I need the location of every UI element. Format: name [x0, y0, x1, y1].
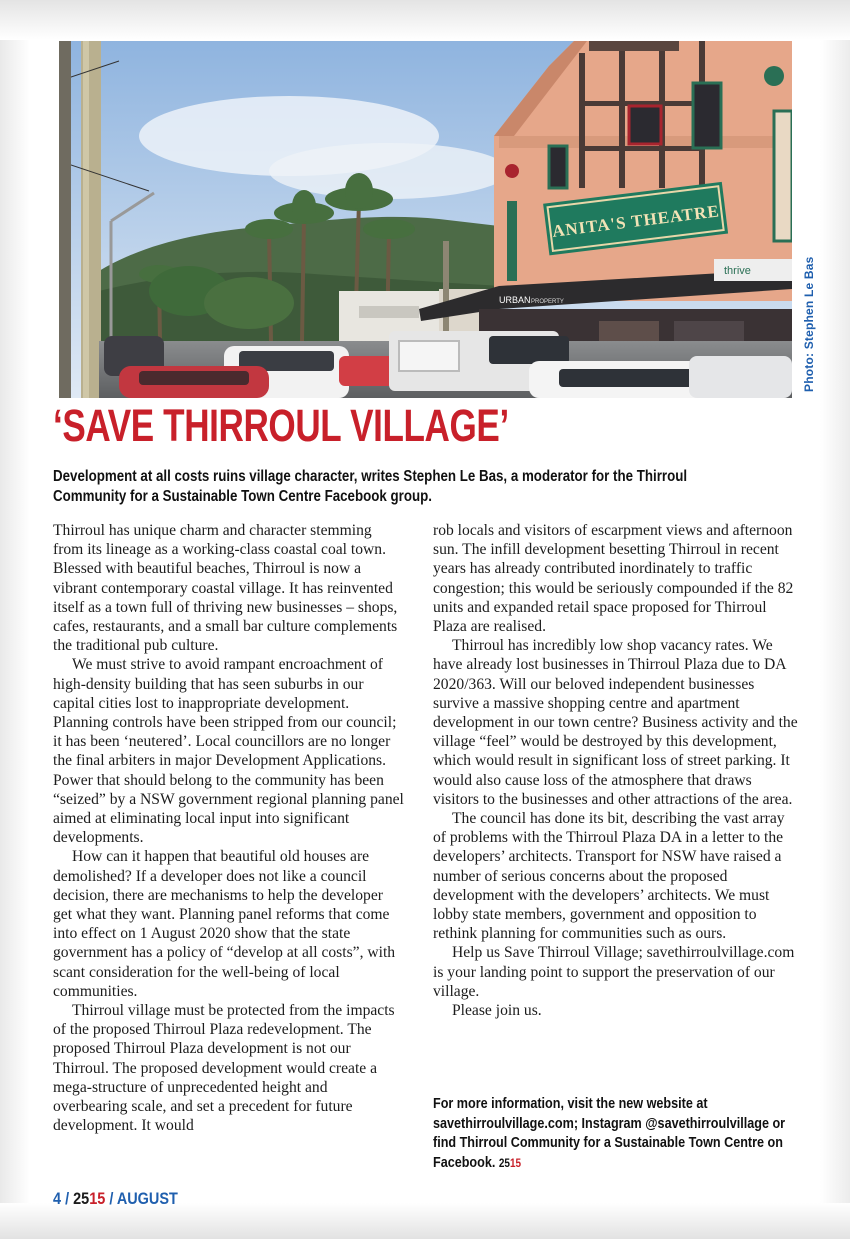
body-paragraph: Help us Save Thirroul Village; savethirroulvillage.com is your landing point to support the preservation of our village. — [433, 944, 795, 1000]
end-mark — [499, 1156, 521, 1170]
body-paragraph: Please join us. — [452, 1002, 542, 1020]
info-box — [433, 1094, 790, 1173]
body-column-left — [53, 521, 405, 1136]
folio-month: AUGUST — [116, 1189, 178, 1208]
end-mark-a: 25 — [498, 1155, 510, 1170]
folio-issue-b: 15 — [89, 1189, 106, 1208]
body-paragraph: We must strive to avoid rampant encroachment of high-density building that has seen suburbs in our capital cities lost to inappropriate development. Planning controls have been stripped from our council; it has been ‘neutered’. Local councillors are no longer the final arbiters in major Development Applications. Power that should belong to the community has been “seized” by a NSW government regional planning panel aimed at eliminating local input into significant developments. — [53, 656, 404, 847]
folio-issue-a: 25 — [73, 1189, 90, 1208]
thrive-sign-text: thrive — [724, 265, 751, 277]
page-top-shadow — [0, 0, 850, 40]
body-paragraph: Thirroul has incredibly low shop vacancy rates. We have already lost businesses in Thirroul Plaza due to DA 2020/363. Will our beloved independent businesses survive a massive shopping centre and apartment development in our town centre? Business activity and the village “feel” would be destroyed by this development, which would result in significant loss of street parking. It would also cause loss of the atmosphere that draws visitors to the businesses and other attractions of the area. — [433, 637, 798, 808]
body-column-right — [433, 521, 801, 1020]
headline: ‘SAVE THIRROUL VILLAGE’ — [53, 400, 509, 451]
folio-sep: / — [65, 1189, 70, 1208]
info-text: For more information, visit the new website at savethirroulvillage.com; Instagram @savethirroulvillage or find Thirroul Community for a Sustainable Town Centre on Facebook. — [433, 1095, 786, 1171]
end-mark-b: 15 — [509, 1155, 522, 1170]
body-paragraph: How can it happen that beautiful old houses are demolished? If a developer does not like a council decision, there are mechanisms to help the developer get what they want. Planning panel reforms that come into effect on 1 August 2020 show that the state government has a policy of “develop at all costs”, with scant consideration for the well-being of local communities. — [53, 848, 396, 1000]
folio-page: 4 — [53, 1189, 62, 1208]
body-paragraph: Thirroul village must be protected from the impacts of the proposed Thirroul Plaza redevelopment. The proposed Thirroul Plaza development is not our Thirroul. The proposed development would create a mega-structure of unprecedented height and overbearing scale, and set a precedent for future development. It would — [53, 1002, 395, 1135]
body-paragraph: rob locals and visitors of escarpment views and afternoon sun. The infill development besetting Thirroul in recent years has already contributed inordinately to traffic congestion; this would be seriously compounded if the 82 units and expanded retail space proposed for Thirroul Plaza are realised. — [433, 522, 794, 636]
photo-credit: Photo: Stephen Le Bas — [802, 256, 816, 392]
folio — [53, 1189, 178, 1209]
body-paragraph: Thirroul has unique charm and character stemming from its lineage as a working-class coastal coal town. Blessed with beautiful beaches, Thirroul is now a vibrant contemporary coastal village. It has reinvented itself as a town full of thriving new businesses – shops, cafes, restaurants, and a small bar culture complements the traditional pub culture. — [53, 522, 398, 655]
property-sign-text: PROPERTY — [531, 299, 564, 305]
folio-sep2: / — [109, 1189, 114, 1208]
street-photo — [59, 41, 792, 398]
urban-sign-text: URBAN — [499, 295, 531, 305]
body-paragraph: The council has done its bit, describing the vast array of problems with the Thirroul Plaza DA in a letter to the developers’ architects. Transport for NSW have raised a number of serious concerns about the proposed development with the developers’ architects. We must lobby state members, government and opposition to rethink planning for communities such as ours. — [433, 810, 785, 943]
standfirst: Development at all costs ruins village character, writes Stephen Le Bas, a moderator for the Thirroul Community for a Sustainable Town Centre Facebook group. — [53, 468, 688, 505]
theatre-sign-text: ANITA'S THEATRE — [551, 201, 721, 241]
